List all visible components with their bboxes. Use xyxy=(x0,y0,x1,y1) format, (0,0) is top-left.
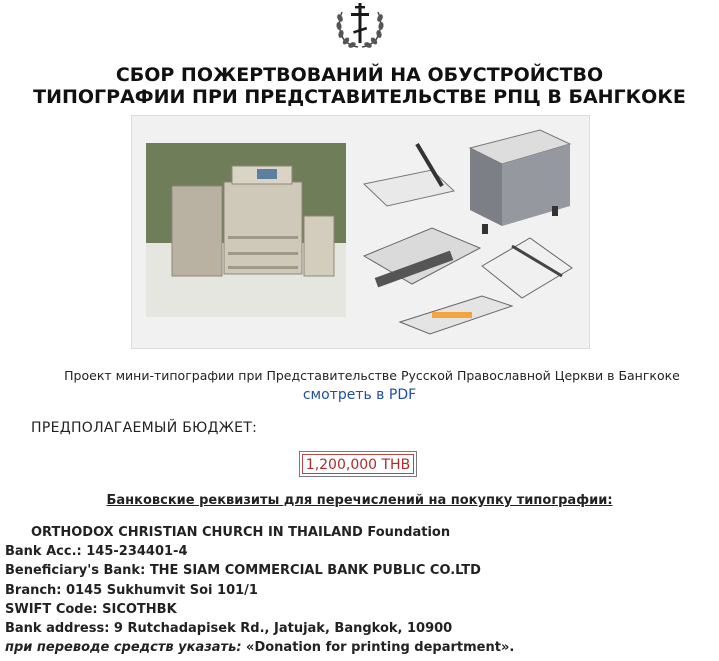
paper-trimmer-image xyxy=(364,144,454,206)
swift-label: SWIFT Code: xyxy=(5,601,103,617)
project-caption: Проект мини-типографии при Представительстве Русской Православной Церкви в Бангкоке xyxy=(64,368,680,383)
bank-heading-text: Банковские реквизиты для перечислений на покупку типографии xyxy=(106,493,608,508)
equipment-photo xyxy=(131,115,590,349)
view-pdf-link[interactable]: смотреть в PDF xyxy=(302,387,417,403)
swift-row xyxy=(5,600,715,619)
beneficiary-value: THE SIAM COMMERCIAL BANK PUBLIC CO.LTD xyxy=(149,563,481,579)
bank-account-value: 145-234401-4 xyxy=(86,544,188,560)
bank-address-label: Bank address: xyxy=(5,621,114,637)
beneficiary-row xyxy=(5,561,715,580)
bank-address-row xyxy=(5,619,715,638)
transfer-note-row xyxy=(5,638,715,657)
bank-details xyxy=(5,523,715,657)
budget-amount: 1,200,000 THB xyxy=(302,454,414,474)
swift-value: SICOTHBK xyxy=(102,601,177,617)
orthodox-cross-wreath-icon xyxy=(332,0,388,50)
pouch-laminator-image xyxy=(400,296,512,334)
laminator-image xyxy=(364,228,480,287)
title-line-2: ТИПОГРАФИИ ПРИ ПРЕДСТАВИТЕЛЬСТВЕ РПЦ В БАНГКОКЕ xyxy=(33,86,686,108)
rotary-cutter-image xyxy=(482,238,572,298)
budget-label: ПРЕДПОЛАГАЕМЫЙ БЮДЖЕТ: xyxy=(31,420,258,436)
organization-name: ORTHODOX CHRISTIAN CHURCH IN THAILAND Foundation xyxy=(31,525,451,540)
binding-machine-image xyxy=(470,130,570,234)
transfer-note-label: при переводе средств указать: xyxy=(5,640,242,656)
page-title xyxy=(0,64,719,108)
beneficiary-label: Beneficiary's Bank: xyxy=(5,563,150,579)
transfer-note-value: «Donation for printing department». xyxy=(241,640,515,656)
bank-address-value: 9 Rutchadapisek Rd., Jatujak, Bangkok, 10900 xyxy=(113,621,453,637)
bank-account-row xyxy=(5,542,715,561)
bank-account-label: Bank Acc.: xyxy=(5,544,87,560)
budget-amount-box xyxy=(299,451,417,477)
branch-row xyxy=(5,581,715,600)
bank-details-heading xyxy=(0,493,719,508)
title-line-1: СБОР ПОЖЕРТВОВАНИЙ НА ОБУСТРОЙСТВО xyxy=(115,64,604,86)
branch-label: Branch: xyxy=(5,582,67,598)
branch-value: 0145 Sukhumvit Soi 101/1 xyxy=(66,582,258,598)
bank-heading-colon: : xyxy=(607,493,613,508)
